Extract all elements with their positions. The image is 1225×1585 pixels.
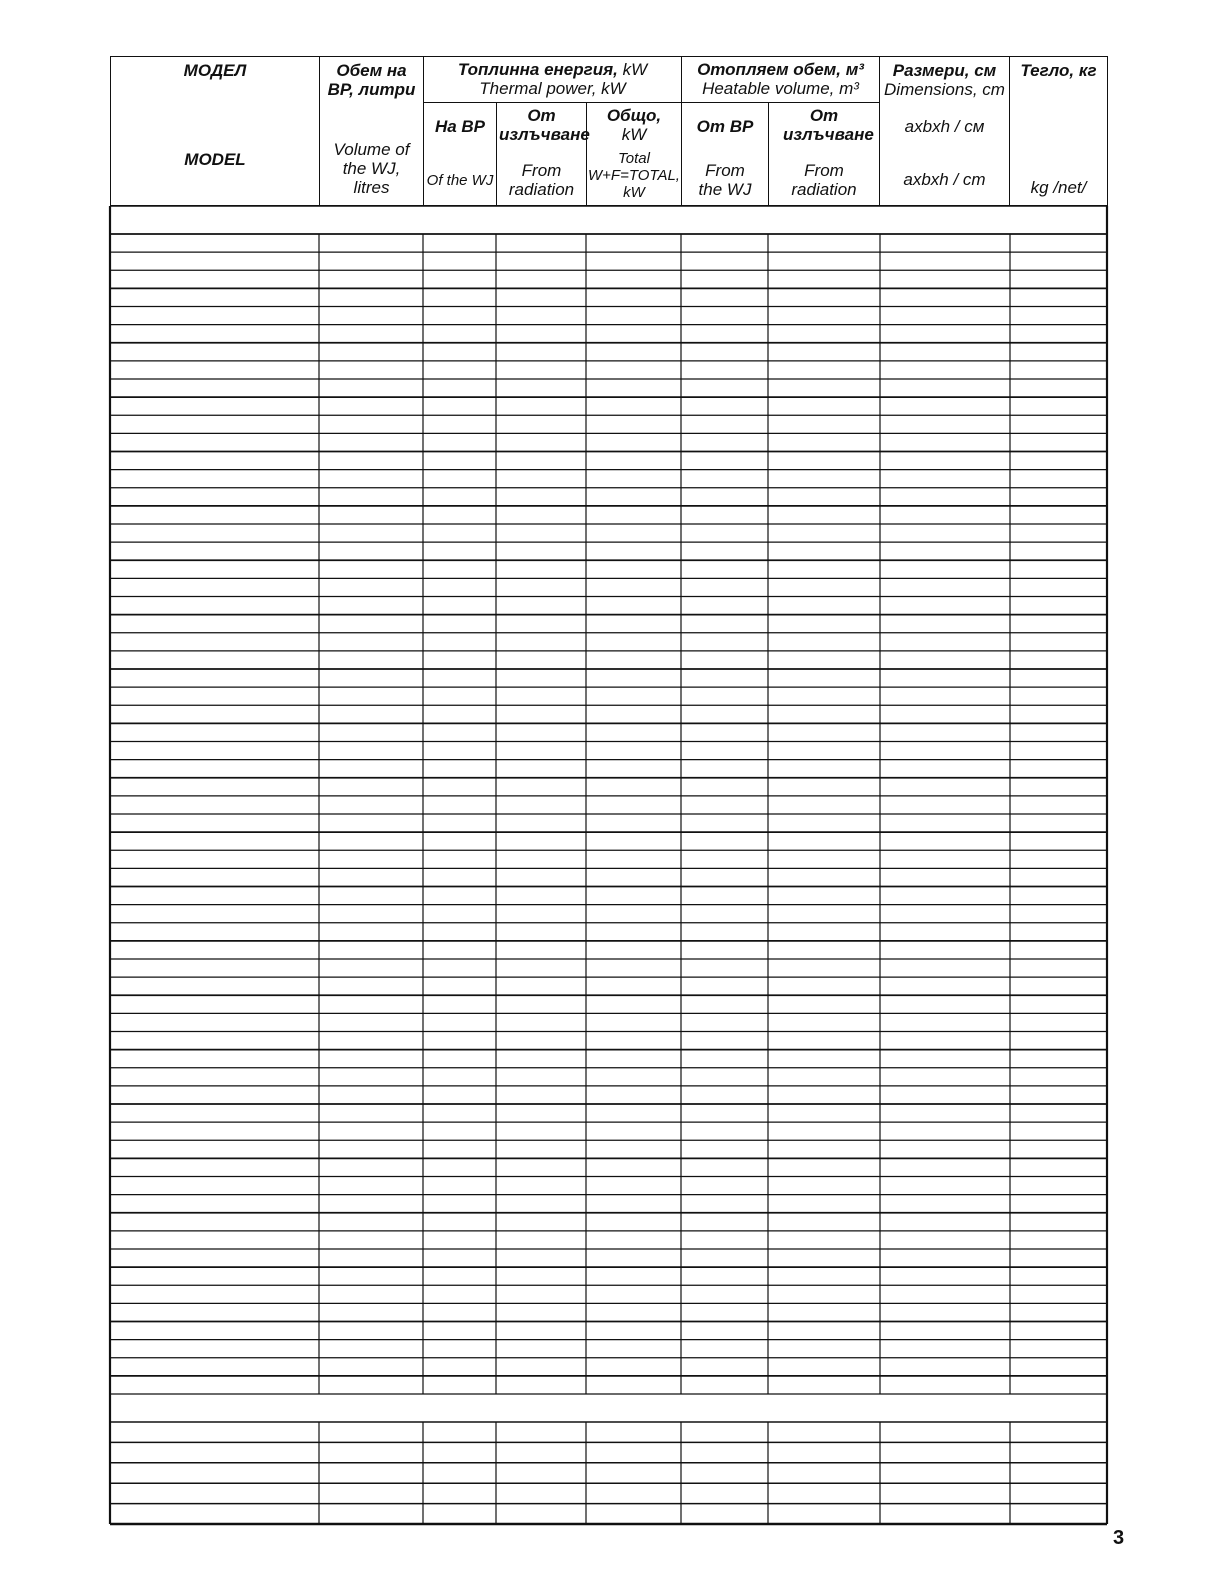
header-from-wj-en1: From (705, 161, 745, 181)
header-weight-bg: Тегло, кг (1020, 61, 1097, 80)
header-total-bg-unit: kW (621, 125, 647, 145)
header-total-en3: kW (623, 184, 645, 202)
header-total-en1: Total (618, 150, 650, 168)
header-total-en2: W+F=TOTAL, (588, 167, 680, 185)
header-heat-unit: м³ (845, 60, 864, 79)
header-from-wj-en2: the WJ (698, 180, 752, 200)
header-heat-from-radiation-en1: From (804, 161, 844, 181)
header-thermal-unit: kW (622, 60, 648, 79)
header-from-radiation-en: From radiation (508, 161, 575, 200)
header-dims-bg: Размери, см (892, 61, 997, 80)
header-dims-sub-en: axbxh / cm (903, 170, 986, 189)
page-number: 3 (1113, 1527, 1125, 1549)
header-volume-bg: Обем на ВР, литри (327, 61, 416, 99)
header-dims-sub-bg: axbxh / см (904, 117, 985, 136)
header-model-en: MODEL (184, 150, 246, 169)
header-dims-en: Dimensions, cm (884, 80, 1005, 99)
header-model-bg: МОДЕЛ (183, 61, 247, 80)
header-volume-en: Volume of the WJ, litres (333, 140, 410, 197)
header-heat-from-radiation-en2: radiation (791, 180, 857, 200)
header-total-bg: Общо, (606, 106, 662, 126)
header-weight-en: kg /net/ (1030, 178, 1087, 197)
header-heat-bg: Отопляем обем, (697, 60, 841, 79)
header-of-wj-bg: На ВР (434, 117, 486, 137)
header-thermal-en: Thermal power, kW (479, 79, 626, 98)
header-from-radiation-bg: От излъчване (499, 106, 590, 145)
header-from-wj-bg: От ВР (696, 117, 754, 137)
header-of-wj-en: Of the WJ (426, 172, 494, 190)
header-heat-from-radiation-bg: От излъчване (783, 106, 874, 145)
header-thermal-bg: Топлинна енергия, (457, 60, 618, 79)
header-heat-en: Heatable volume, m³ (702, 79, 859, 98)
